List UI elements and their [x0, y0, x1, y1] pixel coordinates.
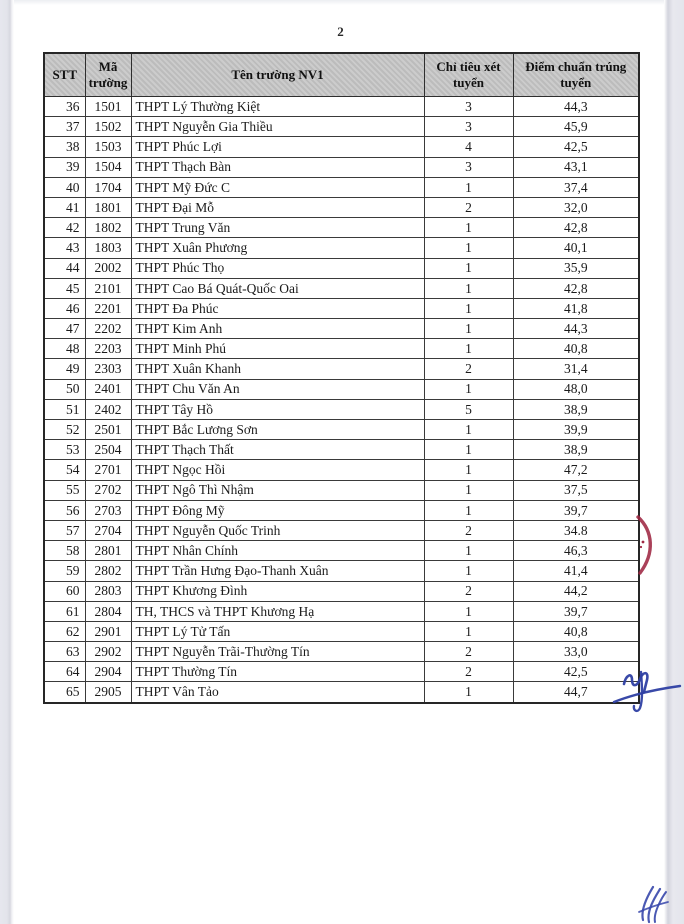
table-row [44, 541, 639, 561]
table-row [44, 238, 639, 258]
cell-score: 37,4 [513, 177, 639, 197]
cell-score: 48,0 [513, 379, 639, 399]
cell-stt: 36 [44, 97, 85, 117]
cell-score: 37,5 [513, 480, 639, 500]
cell-score: 44,3 [513, 319, 639, 339]
cell-code: 2504 [85, 440, 131, 460]
table-row [44, 399, 639, 419]
cell-score: 39,7 [513, 500, 639, 520]
table-row [44, 500, 639, 520]
cell-quota: 3 [424, 97, 513, 117]
cell-quota: 1 [424, 541, 513, 561]
table-row [44, 581, 639, 601]
cell-code: 2101 [85, 278, 131, 298]
cell-code: 2501 [85, 420, 131, 440]
cell-stt: 50 [44, 379, 85, 399]
cell-name: THPT Chu Văn An [131, 379, 424, 399]
table-row [44, 97, 639, 117]
cell-score: 45,9 [513, 117, 639, 137]
cell-quota: 1 [424, 601, 513, 621]
table-header [44, 53, 639, 97]
cell-score: 40,8 [513, 339, 639, 359]
cell-name: THPT Tây Hồ [131, 399, 424, 419]
cell-quota: 1 [424, 258, 513, 278]
table-row [44, 621, 639, 641]
cell-code: 1801 [85, 197, 131, 217]
cell-score: 47,2 [513, 460, 639, 480]
cell-stt: 56 [44, 500, 85, 520]
cell-name: THPT Thạch Bàn [131, 157, 424, 177]
cell-stt: 55 [44, 480, 85, 500]
cell-code: 1803 [85, 238, 131, 258]
cell-quota: 1 [424, 298, 513, 318]
cell-quota: 1 [424, 218, 513, 238]
cell-code: 1501 [85, 97, 131, 117]
cell-stt: 52 [44, 420, 85, 440]
table-row [44, 561, 639, 581]
table-row [44, 258, 639, 278]
cell-score: 42,8 [513, 278, 639, 298]
cell-stt: 42 [44, 218, 85, 238]
cell-score: 38,9 [513, 399, 639, 419]
cell-score: 42,5 [513, 137, 639, 157]
cell-name: THPT Xuân Khanh [131, 359, 424, 379]
cell-stt: 58 [44, 541, 85, 561]
cell-code: 2801 [85, 541, 131, 561]
cell-score: 39,9 [513, 420, 639, 440]
cell-quota: 1 [424, 480, 513, 500]
cell-code: 2303 [85, 359, 131, 379]
cell-quota: 1 [424, 621, 513, 641]
cell-quota: 1 [424, 319, 513, 339]
table-row [44, 420, 639, 440]
cell-stt: 57 [44, 520, 85, 540]
cell-code: 2701 [85, 460, 131, 480]
cell-code: 2905 [85, 682, 131, 703]
cell-code: 2201 [85, 298, 131, 318]
cell-name: THPT Nguyễn Gia Thiều [131, 117, 424, 137]
cell-stt: 45 [44, 278, 85, 298]
table-row [44, 379, 639, 399]
table-row [44, 642, 639, 662]
table-row [44, 218, 639, 238]
cell-stt: 63 [44, 642, 85, 662]
cell-stt: 61 [44, 601, 85, 621]
cell-stt: 43 [44, 238, 85, 258]
cell-score: 41,4 [513, 561, 639, 581]
cell-quota: 1 [424, 460, 513, 480]
cell-quota: 1 [424, 379, 513, 399]
cell-stt: 41 [44, 197, 85, 217]
cell-name: THPT Phúc Lợi [131, 137, 424, 157]
header-row [44, 53, 639, 97]
cell-name: THPT Ngọc Hồi [131, 460, 424, 480]
cell-quota: 1 [424, 561, 513, 581]
cell-code: 2804 [85, 601, 131, 621]
table-row [44, 117, 639, 137]
cell-quota: 1 [424, 500, 513, 520]
cell-code: 1802 [85, 218, 131, 238]
cell-code: 2803 [85, 581, 131, 601]
table-row [44, 298, 639, 318]
cell-score: 46,3 [513, 541, 639, 561]
photo-left-edge [0, 0, 14, 924]
photo-right-edge [664, 0, 684, 924]
header-quota: Chỉ tiêu xét tuyển [424, 53, 513, 97]
cell-name: THPT Thường Tín [131, 662, 424, 682]
cell-name: THPT Bắc Lương Sơn [131, 420, 424, 440]
cell-quota: 1 [424, 440, 513, 460]
cell-score: 38,9 [513, 440, 639, 460]
cell-name: TH, THCS và THPT Khương Hạ [131, 601, 424, 621]
table-row [44, 682, 639, 703]
cell-quota: 1 [424, 339, 513, 359]
cell-score: 43,1 [513, 157, 639, 177]
cell-stt: 62 [44, 621, 85, 641]
table-row [44, 339, 639, 359]
cell-name: THPT Nhân Chính [131, 541, 424, 561]
cell-name: THPT Đa Phúc [131, 298, 424, 318]
cell-code: 1504 [85, 157, 131, 177]
cell-quota: 1 [424, 420, 513, 440]
cell-quota: 2 [424, 581, 513, 601]
cell-name: THPT Xuân Phương [131, 238, 424, 258]
table-row [44, 197, 639, 217]
cell-quota: 2 [424, 642, 513, 662]
cell-code: 1704 [85, 177, 131, 197]
table-row [44, 662, 639, 682]
cell-code: 2901 [85, 621, 131, 641]
cell-code: 1502 [85, 117, 131, 137]
cell-name: THPT Lý Thường Kiệt [131, 97, 424, 117]
cell-name: THPT Đông Mỹ [131, 500, 424, 520]
cell-name: THPT Ngô Thì Nhậm [131, 480, 424, 500]
cell-stt: 65 [44, 682, 85, 703]
cell-quota: 1 [424, 177, 513, 197]
cell-quota: 3 [424, 157, 513, 177]
cell-name: THPT Trần Hưng Đạo-Thanh Xuân [131, 561, 424, 581]
cell-score: 31,4 [513, 359, 639, 379]
cell-stt: 59 [44, 561, 85, 581]
cell-code: 2904 [85, 662, 131, 682]
cell-stt: 38 [44, 137, 85, 157]
cell-name: THPT Mỹ Đức C [131, 177, 424, 197]
cell-quota: 2 [424, 520, 513, 540]
cell-stt: 64 [44, 662, 85, 682]
cell-stt: 49 [44, 359, 85, 379]
cell-stt: 48 [44, 339, 85, 359]
cell-stt: 46 [44, 298, 85, 318]
cell-score: 33,0 [513, 642, 639, 662]
cell-stt: 47 [44, 319, 85, 339]
cell-stt: 37 [44, 117, 85, 137]
cell-quota: 2 [424, 662, 513, 682]
cell-score: 35,9 [513, 258, 639, 278]
photo-top-edge [0, 0, 684, 5]
table-row [44, 440, 639, 460]
cell-score: 32,0 [513, 197, 639, 217]
cell-score: 42,8 [513, 218, 639, 238]
cell-quota: 1 [424, 278, 513, 298]
cell-code: 2401 [85, 379, 131, 399]
table-row [44, 137, 639, 157]
cell-stt: 60 [44, 581, 85, 601]
cell-quota: 1 [424, 238, 513, 258]
table-body [44, 97, 639, 703]
table-row [44, 460, 639, 480]
cell-name: THPT Khương Đình [131, 581, 424, 601]
table-row [44, 157, 639, 177]
cell-code: 2202 [85, 319, 131, 339]
cell-code: 2704 [85, 520, 131, 540]
cell-code: 2002 [85, 258, 131, 278]
cell-quota: 4 [424, 137, 513, 157]
cell-score: 40,8 [513, 621, 639, 641]
cell-stt: 51 [44, 399, 85, 419]
table-row [44, 520, 639, 540]
cell-score: 40,1 [513, 238, 639, 258]
header-code: Mã trường [85, 53, 131, 97]
cell-code: 1503 [85, 137, 131, 157]
cell-score: 34.8 [513, 520, 639, 540]
header-stt: STT [44, 53, 85, 97]
cell-quota: 3 [424, 117, 513, 137]
cell-name: THPT Vân Tảo [131, 682, 424, 703]
cell-quota: 1 [424, 682, 513, 703]
header-name: Tên trường NV1 [131, 53, 424, 97]
table-row [44, 480, 639, 500]
table-row [44, 359, 639, 379]
table-row [44, 601, 639, 621]
cell-code: 2203 [85, 339, 131, 359]
cell-name: THPT Minh Phú [131, 339, 424, 359]
cell-stt: 53 [44, 440, 85, 460]
cell-name: THPT Lý Tử Tấn [131, 621, 424, 641]
cell-name: THPT Cao Bá Quát-Quốc Oai [131, 278, 424, 298]
cell-code: 2702 [85, 480, 131, 500]
cell-code: 2402 [85, 399, 131, 419]
cell-quota: 2 [424, 359, 513, 379]
cell-stt: 40 [44, 177, 85, 197]
admission-scores-table [43, 52, 640, 704]
cell-name: THPT Thạch Thất [131, 440, 424, 460]
cell-score: 41,8 [513, 298, 639, 318]
cell-score: 44,3 [513, 97, 639, 117]
cell-name: THPT Nguyễn Quốc Trinh [131, 520, 424, 540]
table-row [44, 278, 639, 298]
cell-name: THPT Phúc Thọ [131, 258, 424, 278]
header-score: Điểm chuẩn trúng tuyển [513, 53, 639, 97]
cell-score: 42,5 [513, 662, 639, 682]
table-row [44, 319, 639, 339]
cell-name: THPT Kim Anh [131, 319, 424, 339]
cell-name: THPT Nguyễn Trãi-Thường Tín [131, 642, 424, 662]
cell-code: 2802 [85, 561, 131, 581]
page-number: 2 [337, 24, 344, 39]
table-row [44, 177, 639, 197]
cell-score: 44,2 [513, 581, 639, 601]
cell-name: THPT Đại Mỗ [131, 197, 424, 217]
cell-code: 2703 [85, 500, 131, 520]
cell-code: 2902 [85, 642, 131, 662]
cell-stt: 39 [44, 157, 85, 177]
cell-stt: 44 [44, 258, 85, 278]
cell-score: 44,7 [513, 682, 639, 703]
cell-stt: 54 [44, 460, 85, 480]
cell-name: THPT Trung Văn [131, 218, 424, 238]
cell-quota: 2 [424, 197, 513, 217]
cell-score: 39,7 [513, 601, 639, 621]
cell-quota: 5 [424, 399, 513, 419]
